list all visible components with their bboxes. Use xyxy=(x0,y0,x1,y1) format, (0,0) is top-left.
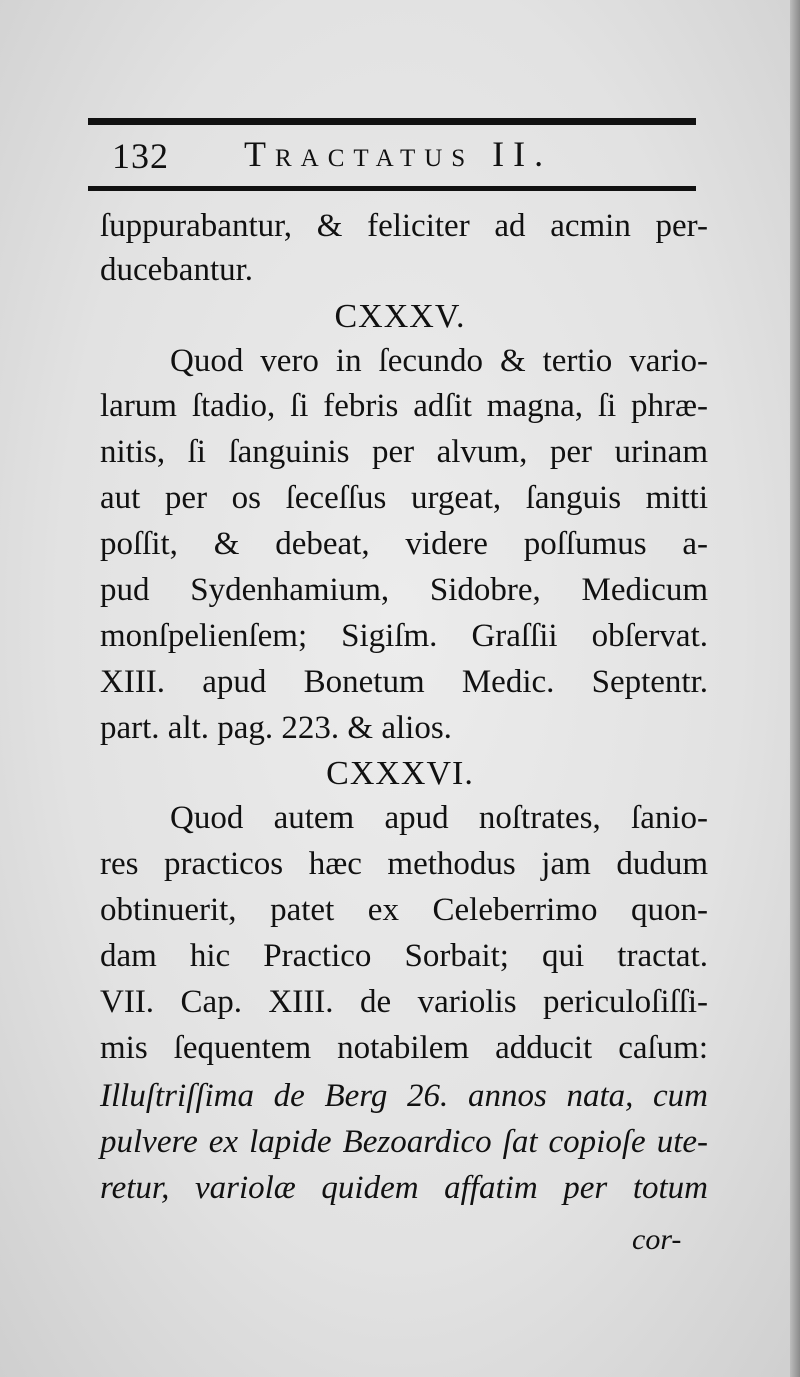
section-heading-cxxxv: CXXXV. xyxy=(334,298,466,335)
text-line: Quod vero in ſecundo & tertio vario- xyxy=(170,343,708,379)
text-line: monſpelienſem; Sigiſm. Graſſii obſervat. xyxy=(100,618,708,654)
running-title: Tractatus II. xyxy=(244,134,553,174)
text-line: XIII. apud Bonetum Medic. Septentr. xyxy=(100,664,708,700)
text-line: obtinuerit, patet ex Celeberrimo quon- xyxy=(100,892,708,928)
text-line: dam hic Practico Sorbait; qui tractat. xyxy=(100,938,708,974)
text-line: poſſit, & debeat, videre poſſumus a- xyxy=(100,526,708,562)
text-line: larum ſtadio, ſi febris adſit magna, ſi phræ- xyxy=(100,388,708,424)
section-heading-cxxxvi: CXXXVI. xyxy=(326,755,474,792)
text-line: VII. Cap. XIII. de variolis periculoſiſſi- xyxy=(100,984,708,1020)
italic-text-line: retur, variolæ quidem affatim per totum xyxy=(100,1170,708,1206)
text-line: pud Sydenhamium, Sidobre, Medicum xyxy=(100,572,708,608)
running-header xyxy=(100,128,700,180)
text-line: Quod autem apud noſtrates, ſanio- xyxy=(170,800,708,836)
page-edge-shadow xyxy=(790,0,800,1377)
page-number: 132 xyxy=(112,136,169,176)
header-rule-top xyxy=(88,118,696,125)
italic-text-line: pulvere ex lapide Bezoardico ſat copioſe ute- xyxy=(100,1124,708,1160)
header-rule-bottom xyxy=(88,186,696,191)
text-line: res practicos hæc methodus jam dudum xyxy=(100,846,708,882)
text-line: part. alt. pag. 223. & alios. xyxy=(100,710,452,746)
italic-text-line: Illuſtriſſima de Berg 26. annos nata, cum xyxy=(100,1078,708,1114)
text-line: ſuppurabantur, & feliciter ad acmin per- xyxy=(100,208,708,244)
catchword: cor- xyxy=(632,1223,682,1256)
text-line: ducebantur. xyxy=(100,252,254,288)
text-line: mis ſequentem notabilem adducit caſum: xyxy=(100,1030,708,1066)
text-line: nitis, ſi ſanguinis per alvum, per urinam xyxy=(100,434,708,470)
text-line: aut per os ſeceſſus urgeat, ſanguis mitti xyxy=(100,480,708,516)
